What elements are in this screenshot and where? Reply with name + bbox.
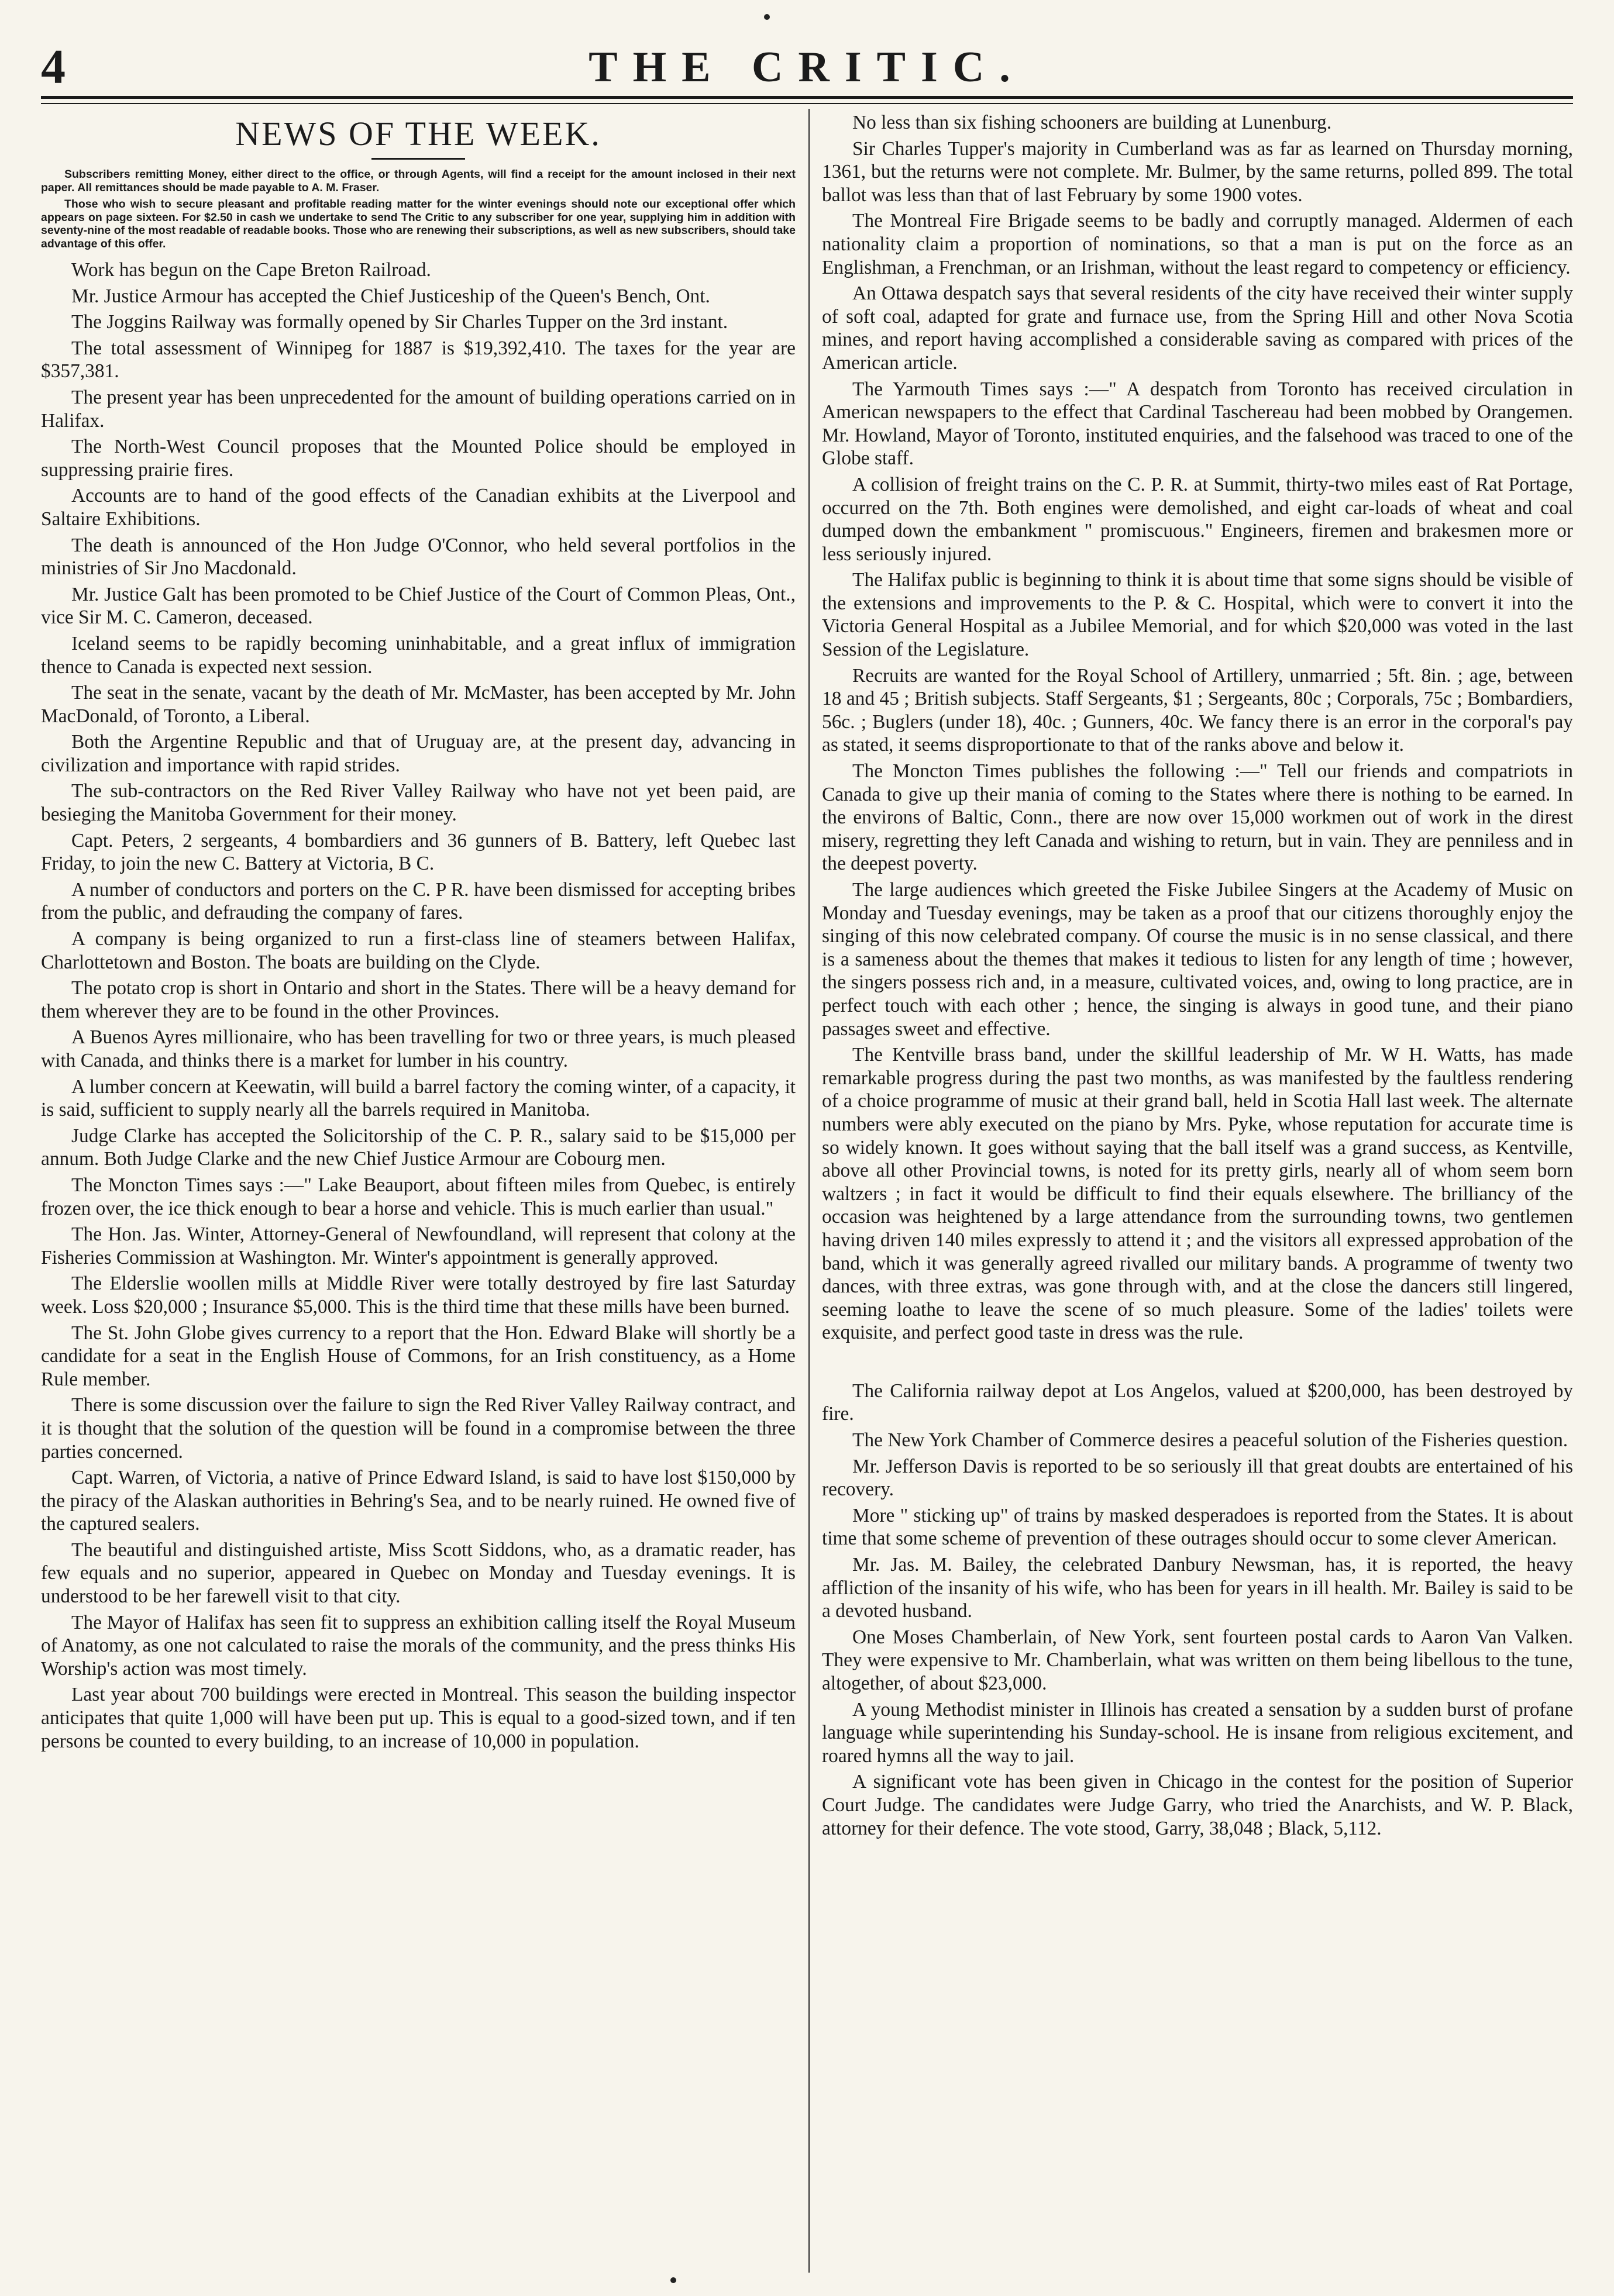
news-item: Both the Argentine Republic and that of Uruguay are, at the present day, advancing in civilization and importance with rapid strides. [41,731,796,776]
news-item: Mr. Jas. M. Bailey, the celebrated Danbury Newsman, has, it is reported, the heavy affliction of the insanity of his wife, who has been for years in ill health. Mr. Bailey is said to be a devoted husband. [822,1554,1573,1622]
ornament-dot [764,14,770,20]
news-item: There is some discussion over the failure to sign the Red River Valley Railway contract, and it is thought that the solution of the question will be found in a compromise between the three parties concerned. [41,1394,796,1463]
news-item: A lumber concern at Keewatin, will build a barrel factory the coming winter, of a capacity, it is said, sufficient to supply nearly all the barrels required in Manitoba. [41,1075,796,1121]
news-item: More " sticking up" of trains by masked desperadoes is reported from the States. It is about time that some scheme of prevention of these outrages should occur to some clever American. [822,1504,1573,1550]
news-item: Mr. Justice Galt has been promoted to be Chief Justice of the Court of Common Pleas, Ont., vice Sir M. C. Cameron, deceased. [41,583,796,629]
subscriber-notice: Those who wish to secure pleasant and profitable reading matter for the winter evenings should note our exceptional offer which appears on page sixteen. For $2.50 in cash we undertake to send The Critic to any subscriber for one year, supplying him in addition with seventy-nine of the most readable of readable books. Those who are renewing their subscriptions, as well as new subscribers, should take advantage of this offer. [41,198,796,250]
news-item: Mr. Justice Armour has accepted the Chief Justiceship of the Queen's Bench, Ont. [71,285,710,307]
news-item: The sub-contractors on the Red River Valley Railway who have not yet been paid, are besieging the Manitoba Government for their money. [41,780,796,826]
news-item: Accounts are to hand of the good effects of the Canadian exhibits at the Liverpool and Saltaire Exhibitions. [41,485,796,530]
news-item: One Moses Chamberlain, of New York, sent fourteen postal cards to Aaron Van Valken. They were expensive to Mr. Chamberlain, what was written on them being libellous to the tune, altogether, of about $23,000. [822,1626,1573,1694]
news-item: The potato crop is short in Ontario and short in the States. There will be a heavy demand for them wherever they are to be found in the other Provinces. [41,977,796,1022]
news-item: Last year about 700 buildings were erected in Montreal. This season the building inspector anticipates that quite 1,000 will have been put up. This is equal to a good-sized town, and if ten persons be counted to every building, to an increase of 10,000 in population. [41,1684,796,1752]
ornament-dot [670,2277,676,2283]
news-item: The North-West Council proposes that the Mounted Police should be employed in suppressing prairie fires. [41,436,796,481]
news-item: A Buenos Ayres millionaire, who has been travelling for two or three years, is much pleased with Canada, and thinks there is a market for lumber in his country. [41,1026,796,1071]
news-item: The Montreal Fire Brigade seems to be badly and corruptly managed. Aldermen of each nationality claim a proportion of nominations, so that a man is put on the force as an Englishman, a Frenchman, or an Irishman, without the least regard to competency or efficiency. [822,210,1573,278]
news-item: The total assessment of Winnipeg for 1887 is $19,392,410. The taxes for the year are $357,381. [41,337,796,382]
header-rule-thin [41,103,1573,104]
news-item: The Moncton Times publishes the following :—" Tell our friends and compatriots in Canada to give up their mania of coming to the States where there is nothing to be earned. In the environs of Baltic, Conn., there are now over 15,000 workmen out of work in the direst misery, regretting they left Canada and wishing to return, but in vain. They are penniless and in the deepest poverty. [822,760,1573,875]
news-item: The large audiences which greeted the Fiske Jubilee Singers at the Academy of Music on Monday and Tuesday evenings, may be taken as a proof that our citizens thoroughly enjoy the singing of this now celebrated company. Of course the music is in no sense classical, and there is a sameness about the themes that makes it tedious to listen for any length of time ; however, the singers possess rich and, in a measure, cultivated voices, and, owing to long practice, are in perfect touch with each other ; hence, the singing is always in good tune, and their piano passages sweet and effective. [822,879,1573,1040]
news-item: An Ottawa despatch says that several residents of the city have received their winter supply of soft coal, adapted for grate and furnace use, from the Spring Hill and other Nova Scotia mines, and report having accomplished a considerable saving as compared with prices of the American article. [822,282,1573,374]
news-item: The death is announced of the Hon Judge O'Connor, who held several portfolios in the ministries of Sir Jno Macdonald. [41,534,796,580]
news-item: A significant vote has been given in Chicago in the contest for the position of Superior Court Judge. The candidates were Judge Garry, who tried the Anarchists, and W. P. Black, attorney for their defence. The vote stood, Garry, 38,048 ; Black, 5,112. [822,1771,1573,1839]
news-item: Sir Charles Tupper's majority in Cumberland was as far as learned on Thursday morning, 1361, but the returns were not complete. Mr. Bulmer, by the same returns, polled 899. The total ballot was less than that of last February by some 1900 votes. [822,137,1573,206]
news-item: Capt. Peters, 2 sergeants, 4 bombardiers and 36 gunners of B. Battery, left Quebec last Friday, to join the new C. Battery at Victoria, B C. [41,829,796,875]
page-header [41,35,1573,99]
header-rule-thick [41,96,1573,99]
news-item: The Hon. Jas. Winter, Attorney-General of Newfoundland, will represent that colony at the Fisheries Commission at Washington. Mr. Winter's appointment is generally approved. [41,1223,796,1268]
right-column [822,111,1573,2269]
masthead-title: THE CRITIC. [589,43,1025,91]
news-item: The Moncton Times says :—" Lake Beauport, about fifteen miles from Quebec, is entirely frozen over, the ice thick enough to bear a horse and vehicle. This is much earlier than usual." [41,1174,796,1219]
news-item: The Yarmouth Times says :—" A despatch from Toronto has received circulation in American newspapers to the effect that Cardinal Taschereau had been mobbed by Orangemen. Mr. Howland, Mayor of Toronto, instituted enquiries, and the falsehood was traced to one of the Globe staff. [822,378,1573,470]
news-item: Recruits are wanted for the Royal School of Artillery, unmarried ; 5ft. 8in. ; age, between 18 and 45 ; British subjects. Staff Sergeants, $1 ; Sergeants, 80c ; Corporals, 75c ; Bombardiers, 56c. ; Buglers (under 18), 40c. ; Gunners, 40c. We fancy there is an error in the corporal's pay as stated, it seems disproportionate to that of the ranks above and below it. [822,664,1573,756]
news-item: The St. John Globe gives currency to a report that the Hon. Edward Blake will shortly be a candidate for a seat in the English House of Commons, for an Irish constituency, as a Home Rule member. [41,1322,796,1390]
news-item: No less than six fishing schooners are building at Lunenburg. [852,112,1332,133]
news-item: A young Methodist minister in Illinois has created a sensation by a sudden burst of profane language while superintending his Sunday-school. He is insane from religious excitement, and roared hymns all the way to jail. [822,1698,1573,1767]
news-item: The Halifax public is beginning to think it is about time that some signs should be visible of the extensions and improvements to the P. & C. Hospital, which were to convert it into the Victoria General Hospital as a Jubilee Memorial, and for which $20,000 was voted in the last Session of the Legislature. [822,569,1573,661]
news-item: The Elderslie woollen mills at Middle River were totally destroyed by fire last Saturday week. Loss $20,000 ; Insurance $5,000. This is the third time that these mills have been burned. [41,1273,796,1318]
news-item: Work has begun on the Cape Breton Railroad. [71,259,431,281]
subscriber-notice: Subscribers remitting Money, either direct to the office, or through Agents, will find a receipt for the amount inclosed in their next paper. All remittances should be made payable to A. M. Fraser. [41,168,796,194]
news-item: The Joggins Railway was formally opened by Sir Charles Tupper on the 3rd instant. [71,311,728,333]
news-item: Capt. Warren, of Victoria, a native of Prince Edward Island, is said to have lost $150,000 by the piracy of the Alaskan authorities in Behring's Sea, and to be nearly ruined. He owned five of the captured sealers. [41,1467,796,1535]
section-title: NEWS OF THE WEEK. [235,115,601,153]
news-item: The Mayor of Halifax has seen fit to suppress an exhibition calling itself the Royal Museum of Anatomy, as one not calculated to raise the morals of the community, and the press thinks His Worship's action was most timely. [41,1611,796,1680]
news-item: Iceland seems to be rapidly becoming uninhabitable, and a great influx of immigration thence to Canada is expected next session. [41,632,796,678]
page-number: 4 [41,40,66,94]
left-column [41,111,796,2269]
news-item: A company is being organized to run a first-class line of steamers between Halifax, Charlottetown and Boston. The boats are building on the Clyde. [41,928,796,973]
column-divider [808,109,810,2273]
news-item: The Kentville brass band, under the skillful leadership of Mr. W H. Watts, has made remarkable progress during the past two months, as was manifested by the faultless rendering of a choice programme of music at their grand ball, held in Scotia Hall last week. The alternate numbers were ably executed on the piano by Mrs. Pyke, whose reputation for accurate time is so widely known. It goes without saying that the ball itself was a grand success, as Kentville, above all other Provincial towns, is noted for its pretty girls, nearly all of whom seem born waltzers ; in fact it would be difficult to find their equals elsewhere. The brilliancy of the occasion was heightened by a large attendance from the surrounding towns, two gentlemen having driven 140 miles expressly to attend it ; and the visitors all expressed approbation of the band, which it was generally agreed rivalled our military bands. A programme of twenty two dances, with three extras, was gone through with, and at the close the dancers still lingered, seeming loathe to leave the scene of so much pleasure. Some of the ladies' toilets were exquisite, and perfect good taste in dress was the rule. [822,1044,1573,1344]
news-item: The present year has been unprecedented for the amount of building operations carried on in Halifax. [41,386,796,432]
news-item: The beautiful and distinguished artiste, Miss Scott Siddons, who, as a dramatic reader, has few equals and no superior, appeared in Quebec on Monday and Tuesday evenings. It is understood to be her farewell visit to that city. [41,1539,796,1608]
title-rule [371,158,465,160]
news-item: A collision of freight trains on the C. P. R. at Summit, thirty-two miles east of Rat Portage, occurred on the 7th. Both engines were demolished, and eight car-loads of wheat and coal dumped down the embankment " promiscuous." Engineers, firemen and brakesmen more or less seriously injured. [822,473,1573,565]
news-item: A number of conductors and porters on the C. P R. have been dismissed for accepting bribes from the public, and defrauding the company of fares. [41,878,796,924]
news-item: The New York Chamber of Commerce desires a peaceful solution of the Fisheries question. [852,1429,1568,1452]
news-item: Judge Clarke has accepted the Solicitorship of the C. P. R., salary said to be $15,000 per annum. Both Judge Clarke and the new Chief Justice Armour are Cobourg men. [41,1125,796,1170]
news-item: The seat in the senate, vacant by the death of Mr. McMaster, has been accepted by Mr. John MacDonald, of Toronto, a Liberal. [41,682,796,727]
news-item: Mr. Jefferson Davis is reported to be so seriously ill that great doubts are entertained of his recovery. [822,1455,1573,1501]
news-item: The California railway depot at Los Angelos, valued at $200,000, has been destroyed by fire. [822,1380,1573,1425]
